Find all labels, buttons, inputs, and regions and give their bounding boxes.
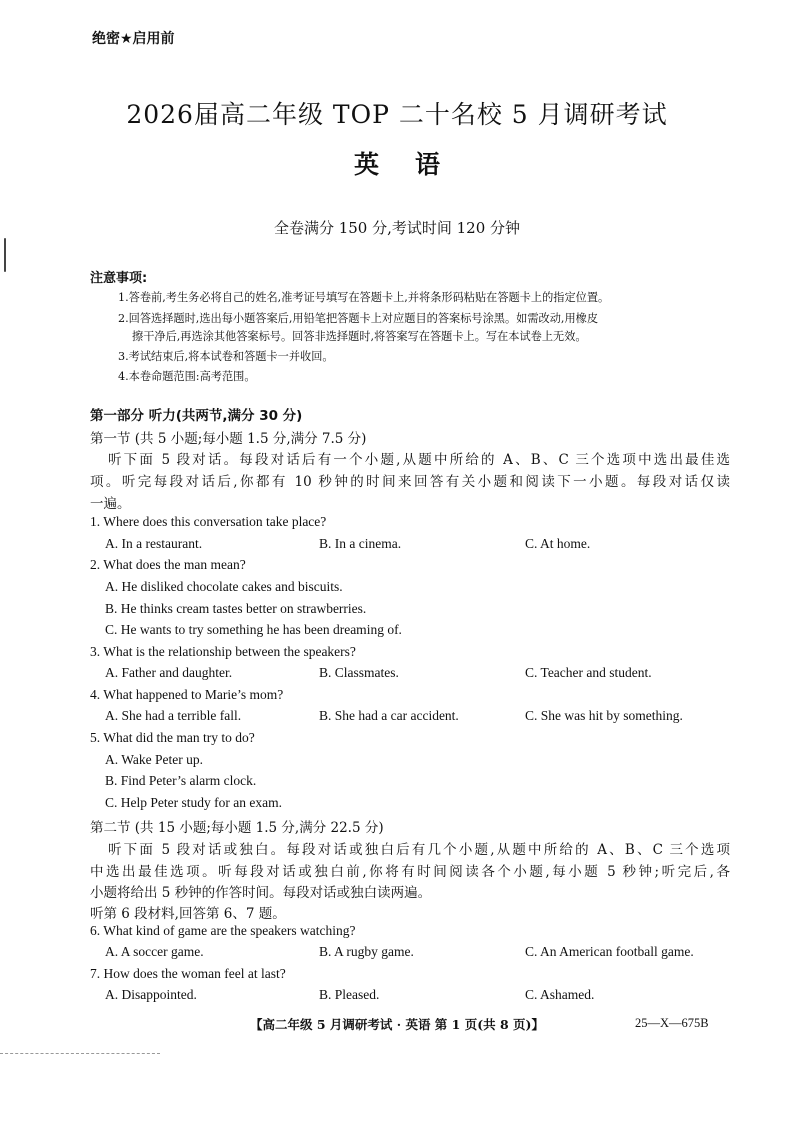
question-1: 1. Where does this conversation take place? <box>90 514 327 529</box>
q1-option-c: C. At home. <box>525 536 591 551</box>
question-7: 7. How does the woman feel at last? <box>90 966 286 981</box>
question-3: 3. What is the relationship between the speakers? <box>90 644 356 659</box>
question-2: 2. What does the man mean? <box>90 557 246 572</box>
confidential-label: 绝密★启用前 <box>92 31 175 47</box>
q5-option-a: A. Wake Peter up. <box>105 752 204 767</box>
q1-option-b: B. In a cinema. <box>319 536 402 551</box>
q7-option-b: B. Pleased. <box>319 987 380 1002</box>
q6-option-b: B. A rugby game. <box>319 944 414 959</box>
q3-option-c: C. Teacher and student. <box>525 665 652 680</box>
note-3: 3.考试结束后,将本试卷和答题卡一并收回。 <box>118 350 334 363</box>
q2-option-b: B. He thinks cream tastes better on strawberries. <box>105 601 367 616</box>
full-score-line: 全卷满分 150 分,考试时间 120 分钟 <box>273 219 521 237</box>
material-instruction: 听第 6 段材料,回答第 6、7 题。 <box>90 906 286 922</box>
q5-option-c: C. Help Peter study for an exam. <box>105 795 282 810</box>
scan-margin-mark <box>4 238 6 272</box>
q6-option-c: C. An American football game. <box>525 944 694 959</box>
note-2-continued: 擦干净后,再选涂其他答案标号。回答非选择题时,将答案写在答题卡上。写在本试卷上无效。 <box>132 330 587 343</box>
exam-subject: 英语 <box>353 150 476 179</box>
section1-title: 第一节 (共 5 小题;每小题 1.5 分,满分 7.5 分) <box>90 431 367 447</box>
q4-option-c: C. She was hit by something. <box>525 708 683 723</box>
section1-instruction-line: 一遍。 <box>90 496 131 512</box>
section2-instruction-line: 小题将给出 5 秒钟的作答时间。每段对话或独白读两遍。 <box>90 885 432 901</box>
section1-instruction-line: 项。听完每段对话后,你都有 10 秒钟的时间来回答有关小题和阅读下一小题。每段对话仅读 <box>90 474 730 490</box>
paper-code: 25—X—675B <box>635 1016 709 1030</box>
q2-option-c: C. He wants to try something he has been dreaming of. <box>105 622 402 637</box>
exam-title: 2026届高二年级 TOP 二十名校 5 月调研考试 <box>126 100 668 129</box>
q4-option-b: B. She had a car accident. <box>319 708 459 723</box>
section1-instruction-line: 听下面 5 段对话。每段对话后有一个小题,从题中所给的 A、B、C 三个选项中选出最佳选 <box>108 452 730 468</box>
notes-title: 注意事项: <box>90 271 148 286</box>
q4-option-a: A. She had a terrible fall. <box>105 708 242 723</box>
q7-option-a: A. Disappointed. <box>105 987 197 1002</box>
scan-dash-line <box>0 1053 160 1054</box>
q2-option-a: A. He disliked chocolate cakes and biscuits. <box>105 579 343 594</box>
section2-title: 第二节 (共 15 小题;每小题 1.5 分,满分 22.5 分) <box>90 820 384 836</box>
question-4: 4. What happened to Marie’s mom? <box>90 687 284 702</box>
note-4: 4.本卷命题范围:高考范围。 <box>118 370 256 383</box>
part1-title: 第一部分 听力(共两节,满分 30 分) <box>90 408 303 424</box>
note-2: 2.回答选择题时,选出每小题答案后,用铅笔把答题卡上对应题目的答案标号涂黑。如需改动,用橡皮 <box>118 312 599 325</box>
q6-option-a: A. A soccer game. <box>105 944 204 959</box>
q3-option-b: B. Classmates. <box>319 665 399 680</box>
q5-option-b: B. Find Peter’s alarm clock. <box>105 773 257 788</box>
q3-option-a: A. Father and daughter. <box>105 665 233 680</box>
section2-instruction-line: 中选出最佳选项。听每段对话或独白前,你将有时间阅读各个小题,每小题 5 秒钟;听完后,各 <box>90 864 730 880</box>
question-5: 5. What did the man try to do? <box>90 730 255 745</box>
page-footer: 【高二年级 5 月调研考试 · 英语 第 1 页(共 8 页)】 <box>250 1017 544 1032</box>
note-1: 1.答卷前,考生务必将自己的姓名,准考证号填写在答题卡上,并将条形码粘贴在答题卡上的指定位置。 <box>118 291 610 304</box>
question-6: 6. What kind of game are the speakers watching? <box>90 923 356 938</box>
section2-instruction-line: 听下面 5 段对话或独白。每段对话或独白后有几个小题,从题中所给的 A、B、C 三个选项 <box>108 842 730 858</box>
q1-option-a: A. In a restaurant. <box>105 536 203 551</box>
q7-option-c: C. Ashamed. <box>525 987 595 1002</box>
